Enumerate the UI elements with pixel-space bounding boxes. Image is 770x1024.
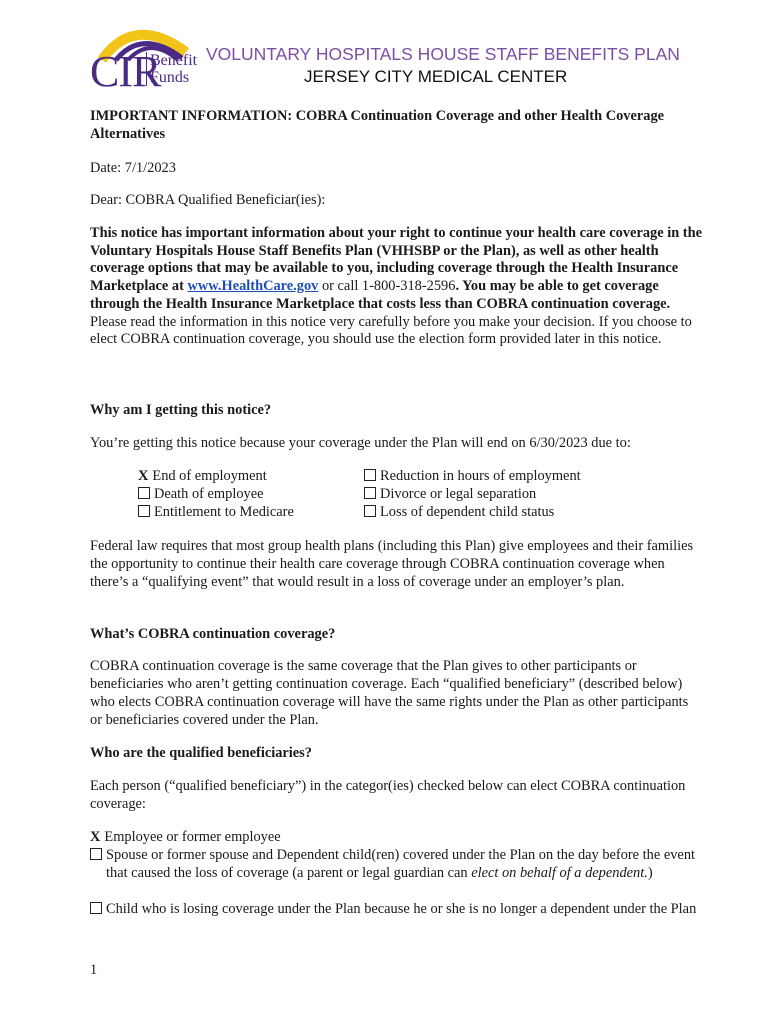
checked-mark: X xyxy=(138,468,149,484)
event-checkbox[interactable] xyxy=(364,503,554,521)
beneficiary-label: Employee or former employee xyxy=(104,829,281,845)
healthcare-gov-link[interactable]: www.HealthCare.gov xyxy=(187,278,319,295)
plan-subtitle: JERSEY CITY MEDICAL CENTER xyxy=(304,67,568,86)
event-checkbox[interactable] xyxy=(364,485,536,503)
beneficiary-label: Spouse or former spouse and Dependent child(ren) covered under the Plan on the day before the event that caused the loss of coverage (a parent or legal guardian can xyxy=(106,847,696,881)
event-label: Loss of dependent child status xyxy=(380,504,555,520)
event-checkbox[interactable] xyxy=(138,503,294,521)
event-checkbox[interactable] xyxy=(138,485,263,503)
beneficiary-checkbox[interactable] xyxy=(90,900,702,918)
intro-plain-2: Please read the information in this notice very carefully before you make your decision. If you choose to elect COBRA continuation coverage, you should use the election form provided later in this notice. xyxy=(90,313,692,348)
who-heading: Who are the qualified beneficiaries? xyxy=(90,745,312,761)
checked-mark: X xyxy=(90,829,101,845)
why-body: You’re getting this notice because your coverage under the Plan will end on 6/30/2023 due to: xyxy=(90,435,631,451)
plan-title: VOLUNTARY HOSPITALS HOUSE STAFF BENEFITS PLAN xyxy=(206,44,680,64)
event-label: Reduction in hours of employment xyxy=(380,468,581,484)
intro-bold-2: . You may be able to get coverage through the Health Insurance Marketplace that costs less than COBRA continuation coverage. xyxy=(90,278,671,312)
event-label: End of employment xyxy=(152,468,267,484)
checkbox-icon xyxy=(138,487,150,499)
logo-subtitle xyxy=(146,52,197,86)
checkbox-icon xyxy=(364,469,376,481)
checkbox-icon xyxy=(90,848,102,860)
beneficiary-label-tail: ) xyxy=(647,865,653,881)
event-label: Death of employee xyxy=(154,486,264,502)
what-heading: What’s COBRA continuation coverage? xyxy=(90,626,336,642)
federal-law-paragraph: Federal law requires that most group health plans (including this Plan) give employees and their families the opportunity to continue their health care coverage through COBRA continuation coverage when there’s a “qualifying event” that would result in a loss of coverage under an employer’s plan. xyxy=(90,538,694,590)
beneficiary-checkbox[interactable] xyxy=(90,846,702,882)
intro-paragraph xyxy=(90,225,702,349)
notice-heading-line1: IMPORTANT INFORMATION: COBRA Continuation Coverage and other Health Coverage xyxy=(90,108,665,124)
logo-letters: CIR xyxy=(90,47,161,96)
event-checkbox[interactable] xyxy=(364,467,581,485)
checkbox-icon xyxy=(364,505,376,517)
beneficiary-label-italic: elect on behalf of a dependent. xyxy=(471,865,648,881)
beneficiary-label: Child who is losing coverage under the Plan because he or she is no longer a dependent under the Plan xyxy=(106,901,697,917)
notice-date: Date: 7/1/2023 xyxy=(90,160,176,176)
beneficiary-checkbox[interactable] xyxy=(90,828,702,846)
checkbox-icon xyxy=(364,487,376,499)
event-checkbox[interactable] xyxy=(138,467,267,485)
salutation: Dear: COBRA Qualified Beneficiar(ies): xyxy=(90,192,326,208)
checkbox-icon xyxy=(138,505,150,517)
who-body: Each person (“qualified beneficiary”) in the categor(ies) checked below can elect COBRA continuation coverage: xyxy=(90,778,686,812)
checkbox-icon xyxy=(90,902,102,914)
why-heading: Why am I getting this notice? xyxy=(90,402,272,418)
logo-sub2: Funds xyxy=(150,69,190,86)
intro-bold-1: This notice has important information about your right to continue your health care coverage in the Voluntary Hospitals House Staff Benefits Plan (VHHSBP or the Plan), as well as other health coverage options that may be available to you, including coverage through the Health Insurance Marketplace at xyxy=(90,225,702,295)
page-number: 1 xyxy=(90,962,98,978)
notice-heading xyxy=(90,107,702,143)
cir-logo xyxy=(90,22,200,94)
intro-plain-1: or call 1-800-318-2596 xyxy=(318,278,456,295)
logo-sub1: Benefit xyxy=(150,52,198,69)
event-label: Entitlement to Medicare xyxy=(154,504,294,520)
what-body: COBRA continuation coverage is the same coverage that the Plan gives to other participants or beneficiaries who aren’t getting continuation coverage. Each “qualified beneficiary” (described below) who elects COBRA continuation coverage will have the same rights under the Plan as other participants or beneficiaries covered under the Plan. xyxy=(90,658,689,728)
notice-heading-line2: Alternatives xyxy=(90,126,166,142)
event-label: Divorce or legal separation xyxy=(380,486,537,502)
